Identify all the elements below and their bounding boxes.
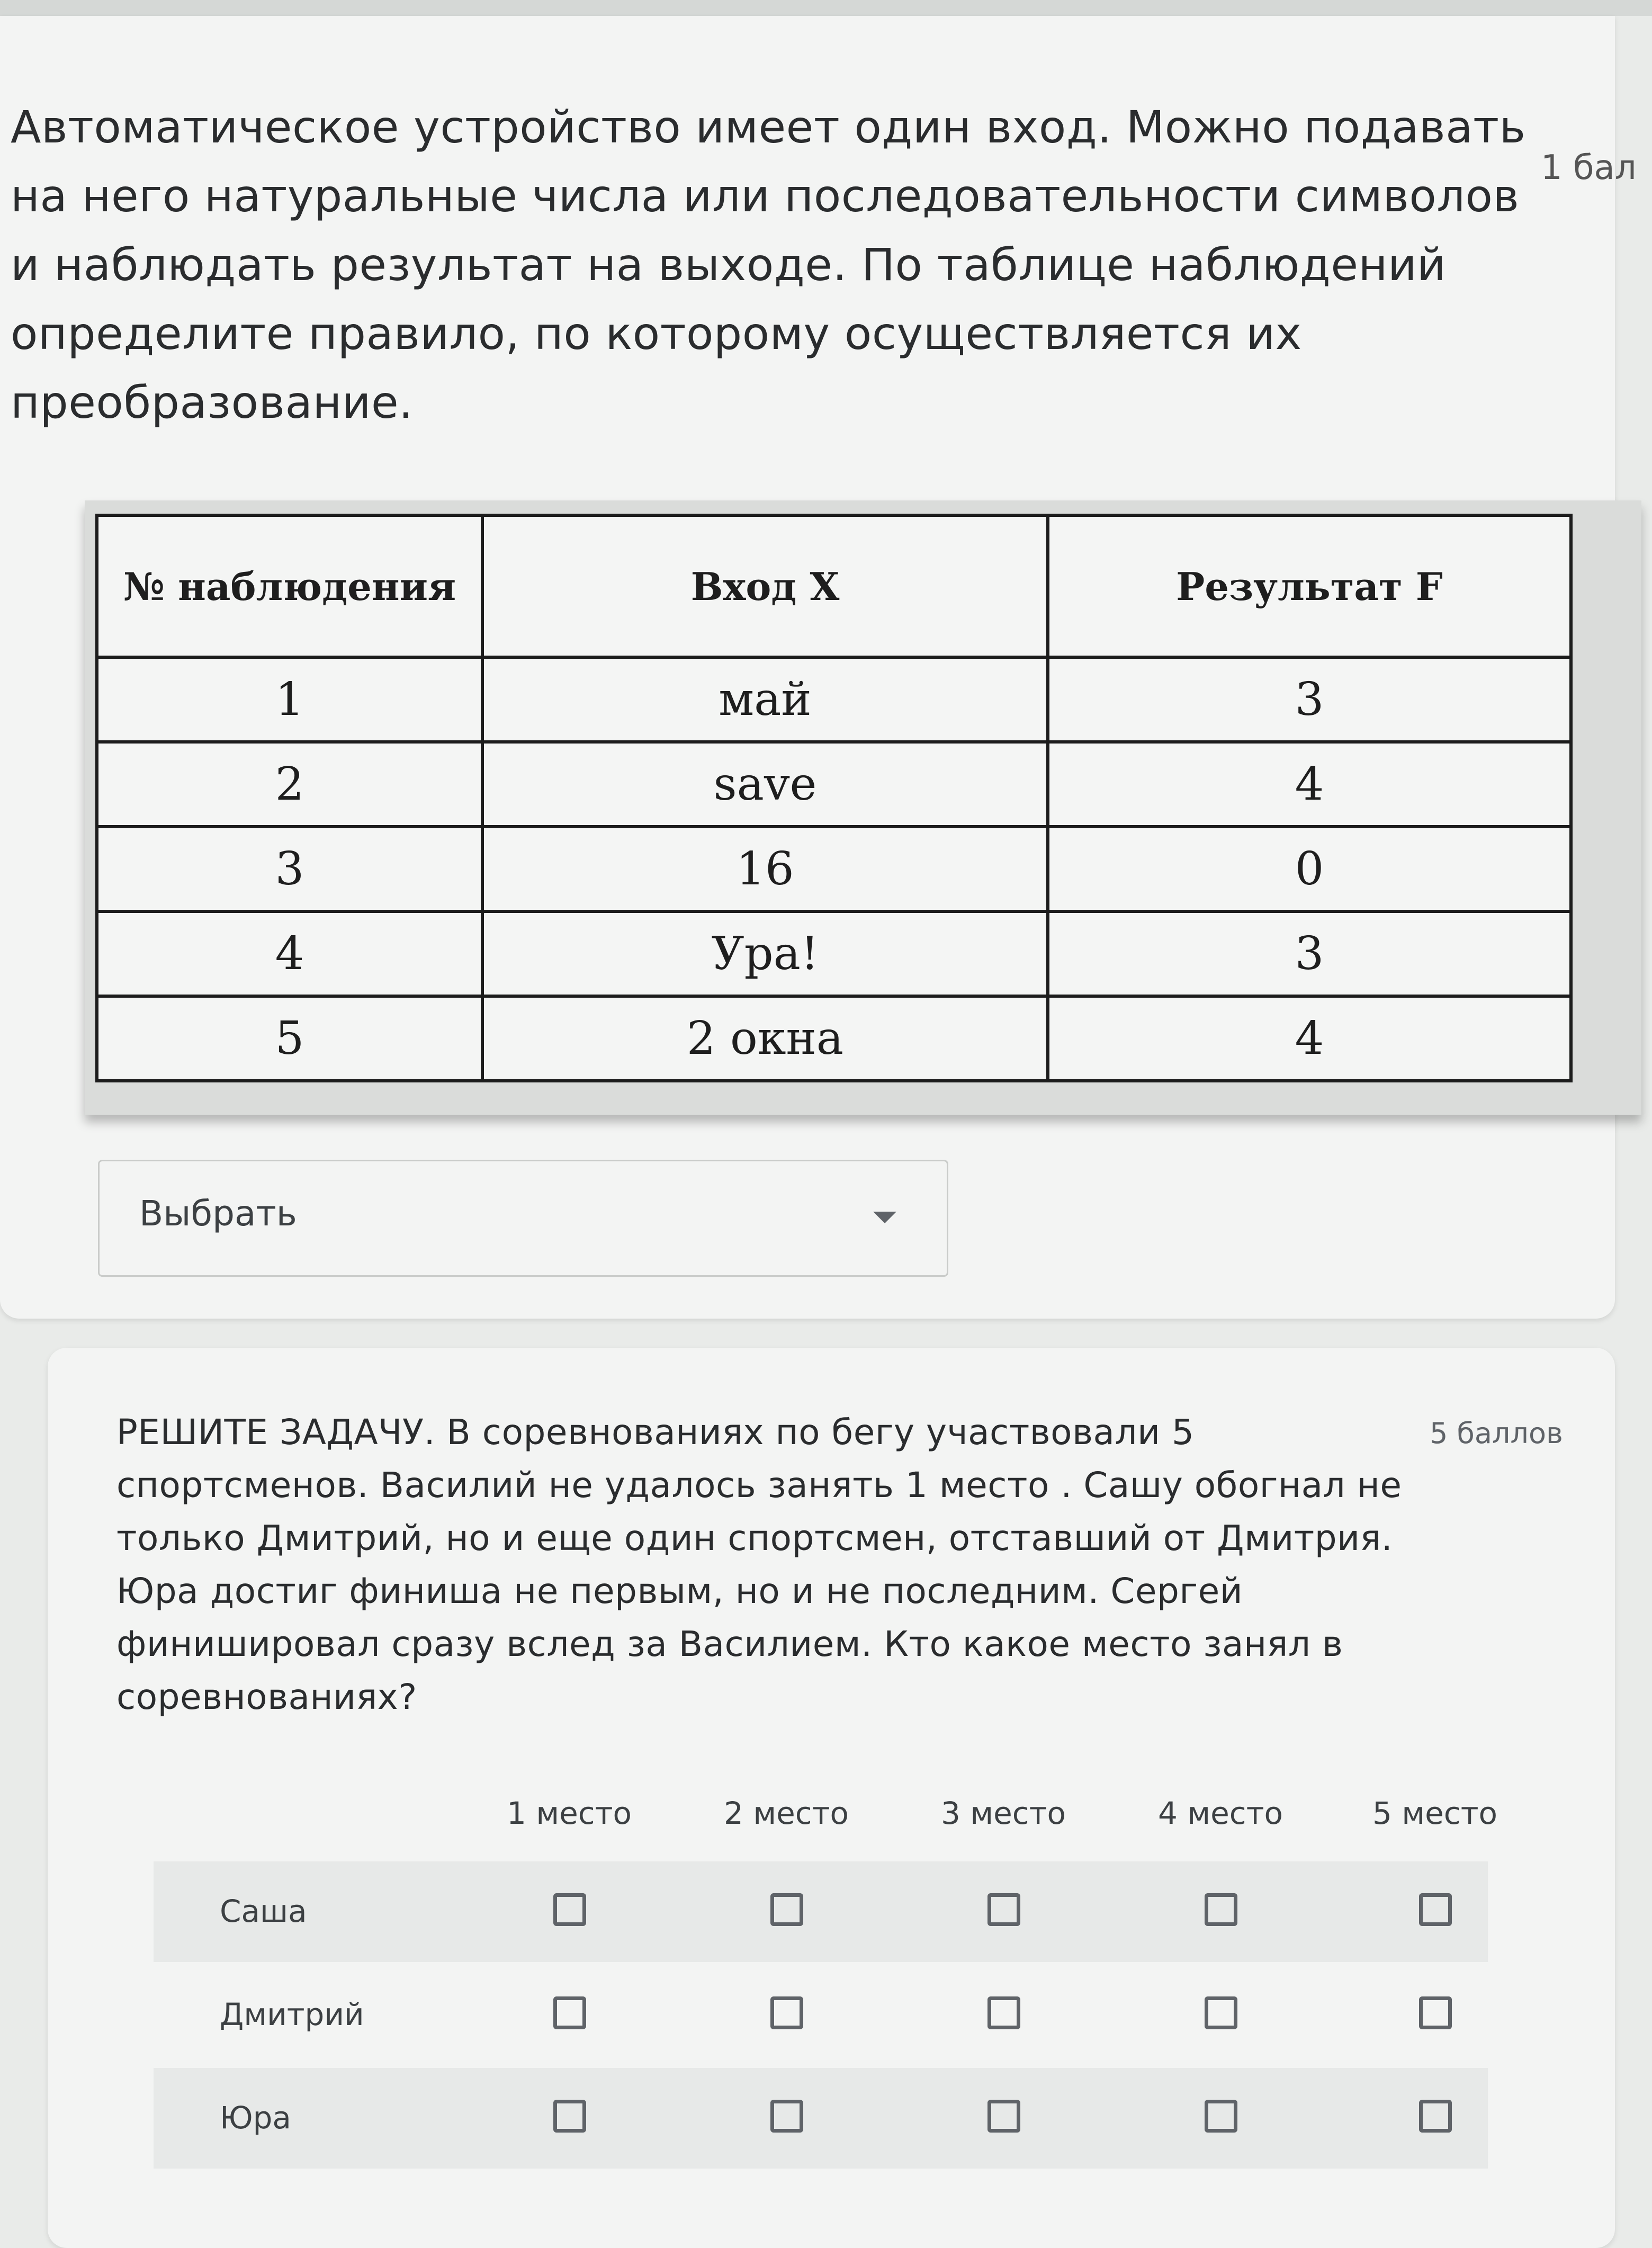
cell-number: 5 xyxy=(97,996,482,1081)
checkbox-dmitry-place-5[interactable] xyxy=(1419,1996,1452,2029)
table-row xyxy=(97,996,1571,1081)
header-observation-number: № наблюдения xyxy=(97,515,482,657)
checkbox-sasha-place-3[interactable] xyxy=(987,1893,1020,1926)
grid-row-yura xyxy=(154,2068,1488,2169)
cell-input: 2 окна xyxy=(482,996,1048,1081)
table-row xyxy=(97,742,1571,827)
checkbox-sasha-place-2[interactable] xyxy=(770,1893,803,1926)
select-placeholder: Выбрать xyxy=(139,1193,297,1234)
question-card-2 xyxy=(48,1348,1615,2248)
cell-result: 4 xyxy=(1048,996,1571,1081)
grid-row-dmitry xyxy=(154,1965,1488,2065)
checkbox-sasha-place-4[interactable] xyxy=(1205,1893,1237,1926)
table-row xyxy=(97,657,1571,742)
cell-number: 2 xyxy=(97,742,482,827)
cell-input: май xyxy=(482,657,1048,742)
observation-table xyxy=(95,514,1573,1082)
cell-result: 3 xyxy=(1048,911,1571,996)
cell-input: 16 xyxy=(482,827,1048,911)
observation-table-image xyxy=(85,500,1641,1115)
grid-column-header: 4 место xyxy=(1158,1795,1283,1831)
grid-row-label: Юра xyxy=(220,2100,291,2136)
question-1-text: Автоматическое устройство имеет один вход. Можно подавать на него натуральные числа или последовательности символов и наблюдать результат на выходе. По таблице наблюдений определите правило, по которому осуществляется их преобразование. xyxy=(11,101,1526,428)
checkbox-yura-place-5[interactable] xyxy=(1419,2100,1452,2133)
cell-number: 1 xyxy=(97,657,482,742)
cell-result: 3 xyxy=(1048,657,1571,742)
answer-select-dropdown[interactable] xyxy=(98,1160,948,1277)
table-row xyxy=(97,911,1571,996)
checkbox-dmitry-place-3[interactable] xyxy=(987,1996,1020,2029)
checkbox-sasha-place-5[interactable] xyxy=(1419,1893,1452,1926)
question-2-text: РЕШИТЕ ЗАДАЧУ. В соревнованиях по бегу участвовали 5 спортсменов. Василий не удалось занять 1 место . Сашу обогнал не только Дмитрий, но и еще один спортсмен, отставший от Дмитрия. Юра достиг финиша не первым, но и не последним. Сергей финишировал сразу вслед за Василием. Кто какое место занял в соревнованиях? xyxy=(116,1412,1402,1717)
question-1-points: 1 бал xyxy=(1541,148,1637,187)
top-strip xyxy=(0,0,1652,16)
cell-input: save xyxy=(482,742,1048,827)
cell-number: 3 xyxy=(97,827,482,911)
header-input-x: Вход X xyxy=(482,515,1048,657)
grid-row-sasha xyxy=(154,1861,1488,1962)
checkbox-yura-place-1[interactable] xyxy=(553,2100,586,2133)
cell-input: Ура! xyxy=(482,911,1048,996)
checkbox-yura-place-3[interactable] xyxy=(987,2100,1020,2133)
grid-row-label: Дмитрий xyxy=(220,1996,364,2032)
cell-result: 4 xyxy=(1048,742,1571,827)
grid-column-header: 1 место xyxy=(507,1795,632,1831)
grid-row-label: Саша xyxy=(220,1893,307,1929)
checkbox-yura-place-2[interactable] xyxy=(770,2100,803,2133)
question-card-1 xyxy=(0,16,1637,1319)
grid-column-header: 5 место xyxy=(1372,1795,1497,1831)
cell-result: 0 xyxy=(1048,827,1571,911)
grid-column-header: 2 место xyxy=(724,1795,849,1831)
grid-column-header: 3 место xyxy=(941,1795,1066,1831)
checkbox-sasha-place-1[interactable] xyxy=(553,1893,586,1926)
checkbox-dmitry-place-1[interactable] xyxy=(553,1996,586,2029)
cell-number: 4 xyxy=(97,911,482,996)
checkbox-dmitry-place-2[interactable] xyxy=(770,1996,803,2029)
table-row xyxy=(97,827,1571,911)
checkbox-yura-place-4[interactable] xyxy=(1205,2100,1237,2133)
dropdown-arrow-icon xyxy=(873,1212,896,1223)
header-result-f: Результат F xyxy=(1048,515,1571,657)
checkbox-dmitry-place-4[interactable] xyxy=(1205,1996,1237,2029)
question-2-points: 5 баллов xyxy=(1430,1417,1563,1450)
